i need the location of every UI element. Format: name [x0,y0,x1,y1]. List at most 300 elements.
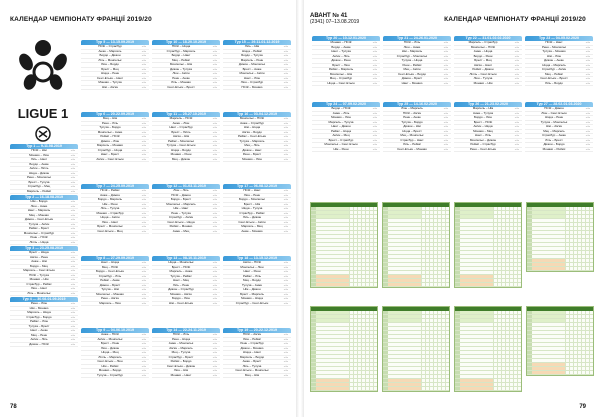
round-block [81,40,149,90]
match-score: –:– [585,138,591,142]
match-teams: Сент-Етьєн – Монако [397,147,427,151]
match-score: –:– [372,138,378,142]
match-score: –:– [372,68,378,72]
match-teams: Монпельє – Анже [97,130,123,134]
match-score: –:– [141,117,147,121]
standings-table [310,202,378,288]
match-score: –:– [141,261,147,265]
match-teams: Ам'єн – Ліль [332,54,350,58]
match-score: –:– [514,116,520,120]
match-teams: Нім – Ам'єн [545,125,563,129]
match-teams: Ліон – Ліль [173,189,189,193]
match-teams: ПСЖ – Ніцца [171,45,191,49]
match-score: –:– [283,76,289,80]
ligue1-logo [12,30,74,145]
match-score: –:– [70,231,76,235]
match-teams: Брест – Лілль [171,130,191,134]
match-teams: Ліль – Брест [545,138,563,142]
match-teams: Тулуза – Ам'єн [28,222,50,226]
match-score: –:– [141,229,147,233]
match-score: –:– [283,342,289,346]
match-teams: Мец – Нім [244,373,260,377]
match-score: –:– [443,59,449,63]
match-teams: Страсбур – Ам'єн [541,68,567,72]
match-score: –:– [585,116,591,120]
match-score: –:– [141,67,147,71]
match-teams: Бордо – Сент-Етьєн [96,270,124,274]
round-header: Тур 8 — 27-29.09.2019 [81,256,149,261]
match-teams: Сент-Етьєн – Бордо [398,72,426,76]
match-teams: Ренн – Монпельє [541,45,567,49]
match-row [81,158,149,163]
match-score: –:– [372,125,378,129]
match-score: –:– [283,337,289,341]
match-score: –:– [443,138,449,142]
match-score: –:– [141,270,147,274]
match-teams: Ренн – Страсбур [240,342,264,346]
match-teams: Ліон – Бордо [101,63,119,67]
match-score: –:– [514,138,520,142]
match-score: –:– [585,63,591,67]
match-score: –:– [141,333,147,337]
match-row [312,148,380,153]
match-teams: Мец – Бордо [243,279,261,283]
match-teams: Бордо – Дижон [99,54,121,58]
match-score: –:– [443,63,449,67]
match-score: –:– [283,189,289,193]
match-score: –:– [585,72,591,76]
match-teams: Ліль – Нім [244,45,260,49]
round-block [383,36,451,86]
match-score: –:– [141,85,147,89]
match-score: –:– [585,81,591,85]
match-score: –:– [283,207,289,211]
match-score: –:– [141,157,147,161]
match-score: –:– [141,346,147,350]
match-teams: Брест – Монпельє [97,225,123,229]
match-score: –:– [212,76,218,80]
match-score: –:– [514,45,520,49]
match-score: –:– [514,77,520,81]
match-score: –:– [212,369,218,373]
match-teams: Монпельє – Ам'єн [239,72,265,76]
match-score: –:– [70,162,76,166]
match-teams: Марсель – Ніцца [27,311,51,315]
match-score: –:– [70,227,76,231]
match-teams: Бордо – Марсель [97,198,123,202]
match-teams: Ренн – Ліон [30,302,48,306]
round-block [525,102,593,152]
match-teams: Анже – Ліль [332,111,350,115]
match-score: –:– [141,225,147,229]
match-score: –:– [212,207,218,211]
standings-row [383,283,449,287]
match-score: –:– [283,54,289,58]
match-score: –:– [283,283,289,287]
match-teams: Страсбур – Ліль [98,274,122,278]
round-header: Тур 2 — 16-18.08.2019 [10,195,78,200]
match-score: –:– [141,45,147,49]
match-teams: Мец – Монпельє [400,134,424,138]
match-score: –:– [372,50,378,54]
match-score: –:– [212,117,218,121]
match-teams: Страсбур – Реймс [239,211,265,215]
standings-table [382,306,450,392]
match-teams: ПСЖ – Страсбур [98,45,122,49]
match-teams: Бордо – Тулуза [241,54,263,58]
round-block [81,112,149,162]
match-teams: Ліль – Монпельє [98,58,122,62]
match-score: –:– [141,126,147,130]
match-score: –:– [212,130,218,134]
match-teams: Ренн – Брест [242,153,262,157]
match-teams: Монпельє – Нім [169,63,193,67]
match-teams: Марсель – Нім [472,107,494,111]
match-teams: Тулуза – Реймс [170,274,192,278]
match-score: –:– [443,116,449,120]
match-teams: Анже – Марсель [98,49,122,53]
match-score: –:– [70,251,76,255]
match-score: –:– [70,180,76,184]
round-block [10,297,78,347]
match-teams: Нант – Брест [100,153,120,157]
match-teams: Ніцца – Реймс [241,49,263,53]
match-score: –:– [212,126,218,130]
match-score: –:– [283,126,289,130]
match-score: –:– [372,41,378,45]
match-teams: Дижон – Монако [240,346,264,350]
match-score: –:– [283,81,289,85]
match-teams: Ліон – Сент-Етьєн [541,111,567,115]
match-teams: Страсбур – Марсель [166,49,196,53]
match-score: –:– [443,125,449,129]
match-teams: Анже – Страсбур [240,121,264,125]
match-score: –:– [212,261,218,265]
match-teams: Монако – Страсбур [96,211,124,215]
match-row [223,158,291,163]
round-header: Тур 23 — 04-05.02.2020 [525,36,593,41]
round-block [81,184,149,234]
match-score: –:– [514,63,520,67]
match-teams: Монако – Нім [473,81,493,85]
match-score: –:– [585,41,591,45]
match-score: –:– [141,274,147,278]
match-score: –:– [141,49,147,53]
match-row [223,86,291,91]
match-teams: Брест – Мец [474,59,492,63]
match-teams: Ніцца – Брест [402,129,422,133]
match-teams: Анже – ПСЖ [101,333,119,337]
match-score: –:– [283,135,289,139]
match-teams: Страсбур – Нант [400,138,424,142]
match-score: –:– [212,346,218,350]
standings-table [382,202,450,288]
match-score: –:– [283,198,289,202]
match-score: –:– [141,279,147,283]
match-score: –:– [212,63,218,67]
round-header: Тур 14 — 22-24.11.2019 [152,328,220,333]
round-block [223,40,291,90]
match-teams: Нант – Анже [30,329,48,333]
match-teams: Страсбур – Реймс [26,282,52,286]
match-teams: Монако – Ліон [242,157,262,161]
match-score: –:– [283,360,289,364]
match-teams: Бордо – Нант [171,54,191,58]
match-score: –:– [141,216,147,220]
match-teams: Анже – Брест [242,360,262,364]
match-teams: Ніцца – Сент-Етьєн [327,81,355,85]
match-row [81,86,149,91]
match-teams: Страсбур – Мец [27,185,51,189]
match-score: –:– [141,139,147,143]
match-score: –:– [283,193,289,197]
match-score: –:– [443,81,449,85]
match-teams: Марсель – ПСЖ [169,117,193,121]
match-teams: Брест – ПСЖ [171,265,191,269]
round-header: Тур 22 — 31.01-02.02.2020 [454,36,522,41]
match-score: –:– [212,144,218,148]
match-score: –:– [141,337,147,341]
match-score: –:– [283,225,289,229]
match-teams: Мец – Ліль [244,144,260,148]
issue-date: (2341) 07–13.08.2019 [310,19,360,25]
match-teams: Монпельє – Нім [329,72,353,76]
match-teams: Монако – Нім [29,278,49,282]
match-score: –:– [70,264,76,268]
match-teams: Монпельє – ПСЖ [470,45,496,49]
match-teams: Ренн – ПСЖ [30,236,48,240]
match-score: –:– [212,216,218,220]
match-teams: Ніцца – Бордо [171,148,191,152]
match-teams: Ліон – Тулуза [473,77,493,81]
match-teams: Ам'єн – Ніцца [473,125,493,129]
match-score: –:– [283,297,289,301]
match-score: –:– [70,213,76,217]
match-score: –:– [443,45,449,49]
match-teams: Реймс – Марсель [328,68,354,72]
match-teams: Ліль – Дижон [242,216,262,220]
match-teams: Брест – Нім [243,202,261,206]
match-teams: Мец – Нім [102,117,118,121]
match-score: –:– [283,288,289,292]
page-gutter [296,0,304,417]
match-teams: Нант – Мец [172,279,190,283]
match-score: –:– [443,143,449,147]
match-score: –:– [514,72,520,76]
match-teams: Ніцца – Ам'єн [100,216,120,220]
match-teams: Ніцца – Мец [101,351,119,355]
match-teams: Сент-Етьєн – Ліон [97,360,123,364]
match-score: –:– [283,144,289,148]
match-teams: Ам'єн – Лілль [29,167,49,171]
match-teams: Реймс – Дижон [472,68,494,72]
match-teams: Ренн – Анже [403,116,421,120]
match-score: –:– [141,76,147,80]
match-teams: Дижон – Нім [403,125,421,129]
match-teams: Дижон – Анже [544,59,564,63]
round-block [383,102,451,152]
match-teams: Монпельє – Сент-Етьєн [324,143,358,147]
match-score: –:– [372,143,378,147]
issue-line: АВАНТ № 41 [310,13,348,19]
match-teams: Брест – Тулуза [28,180,50,184]
match-teams: Бордо – Ренн [473,54,493,58]
round-header: Тур 13 — 08-10.11.2019 [152,256,220,261]
match-teams: Дижон – Тулуза [170,67,192,71]
match-score: –:– [70,200,76,204]
match-score: –:– [212,148,218,152]
right-page-title: КАЛЕНДАР ЧЕМПІОНАТУ ФРАНЦІЇ 2019/20 [444,16,586,23]
match-teams: Брест – Марсель [240,292,264,296]
match-teams: Бордо – Ліон [474,116,492,120]
match-teams: Тулуза – Брест [28,324,50,328]
match-score: –:– [212,135,218,139]
match-teams: Нім – Бордо [30,200,48,204]
round-header: Тур 21 — 24-26.01.2020 [383,36,451,41]
match-teams: Ліль – Тулуза [100,207,120,211]
match-teams: Ренн – Монпельє [26,176,52,180]
round-block [152,40,220,90]
match-score: –:– [283,63,289,67]
round-block [312,36,380,86]
match-row [10,343,78,348]
match-teams: Ніцца – Монпельє [168,261,194,265]
match-score: –:– [372,107,378,111]
match-teams: Бордо – Монпельє [239,198,265,202]
match-score: –:– [70,240,76,244]
round-header: Тур 20 — 10-12.01.2020 [312,36,380,41]
match-score: –:– [443,50,449,54]
match-score: –:– [372,129,378,133]
match-teams: Монако – Ліон [331,116,351,120]
match-teams: Ліон – Ам'єн [172,72,190,76]
match-score: –:– [283,202,289,206]
match-teams: Тулуза – Монпельє [540,120,568,124]
match-teams: Анже – Монако [241,229,263,233]
match-score: –:– [283,369,289,373]
match-teams: Ліль – Нант [30,158,48,162]
match-score: –:– [212,193,218,197]
round-header: Тур 10 — 18-20.10.2019 [152,40,220,45]
match-teams: Бордо – Ліон [172,297,190,301]
match-score: –:– [283,270,289,274]
match-score: –:– [212,364,218,368]
match-teams: Монпельє – Ліон [240,265,264,269]
match-score: –:– [141,220,147,224]
match-teams: Ренн – Ніцца [171,337,191,341]
match-teams: Монако – Ам'єн [170,292,192,296]
match-score: –:– [212,49,218,53]
match-score: –:– [70,338,76,342]
match-score: –:– [283,130,289,134]
match-teams: Лілль – Сент-Етьєн [469,72,497,76]
match-teams: Бордо – Анже [331,45,351,49]
match-teams: Ліон – Реймс [242,337,262,341]
match-row [525,148,593,153]
match-teams: Дижон – Брест [99,283,121,287]
match-teams: Нант – Ліон [243,76,261,80]
round-block [81,328,149,378]
match-score: –:– [443,111,449,115]
match-row [525,82,593,87]
match-score: –:– [141,153,147,157]
round-block [81,256,149,306]
match-teams: ПСЖ – Ам'єн [242,333,262,337]
match-teams: Страсбур – Монпельє [396,54,428,58]
match-score: –:– [372,59,378,63]
match-score: –:– [141,292,147,296]
match-score: –:– [70,320,76,324]
round-block [223,184,291,234]
match-row [10,241,78,246]
match-score: –:– [212,360,218,364]
match-teams: Нім – Дижон [243,288,261,292]
match-row [454,148,522,153]
match-teams: Ам'єн – Мец [332,134,350,138]
round-block [223,328,291,378]
match-teams: Анже – Тулуза [472,111,494,115]
match-score: –:– [212,274,218,278]
left-page-title: КАЛЕНДАР ЧЕМПІОНАТУ ФРАНЦІЇ 2019/20 [10,16,152,23]
match-score: –:– [283,351,289,355]
match-teams: Монпельє – Дижон [469,138,497,142]
match-score: –:– [141,63,147,67]
match-score: –:– [443,41,449,45]
match-teams: Анже – Ніцца [473,50,493,54]
match-teams: Сент-Етьєн – Мец [97,229,123,233]
match-score: –:– [212,301,218,305]
match-score: –:– [70,311,76,315]
round-header: Тур 26 — 21-23.02.2020 [454,102,522,107]
match-row [81,374,149,379]
match-row [454,82,522,87]
match-score: –:– [212,121,218,125]
match-teams: Тулуза – Ніцца [401,59,423,63]
left-page-number: 78 [10,404,17,410]
standings-table [454,306,522,392]
match-teams: Тулуза – Страсбур [97,373,123,377]
match-score: –:– [283,153,289,157]
match-teams: Ренн – Сент-Етьєн [469,147,497,151]
match-teams: Анже – Ліон [172,121,190,125]
round-header: Тур 17 — 06-08.12.2019 [223,184,291,189]
match-score: –:– [141,148,147,152]
match-score: –:– [443,107,449,111]
match-score: –:– [283,148,289,152]
match-score: –:– [212,229,218,233]
match-row [81,302,149,307]
match-score: –:– [70,315,76,319]
match-teams: Нант – Марсель [27,209,51,213]
match-teams: Ренн – Анже [172,76,190,80]
match-teams: Нім – Ренн [333,147,349,151]
match-teams: ПСЖ – Нант [545,41,563,45]
match-score: –:– [283,373,289,377]
match-score: –:– [212,67,218,71]
match-teams: ПСЖ – Дижон [171,193,191,197]
match-score: –:– [585,77,591,81]
match-score: –:– [212,288,218,292]
match-teams: Реймс – Ліон [29,320,49,324]
match-score: –:– [70,329,76,333]
match-teams: ПСЖ – Ліль [172,333,190,337]
match-teams: Ам'єн – Сент-Етьєн [96,157,124,161]
match-teams: Нант – Ренн [243,270,261,274]
match-score: –:– [212,139,218,143]
match-score: –:– [372,63,378,67]
match-score: –:– [283,85,289,89]
match-score: –:– [141,58,147,62]
